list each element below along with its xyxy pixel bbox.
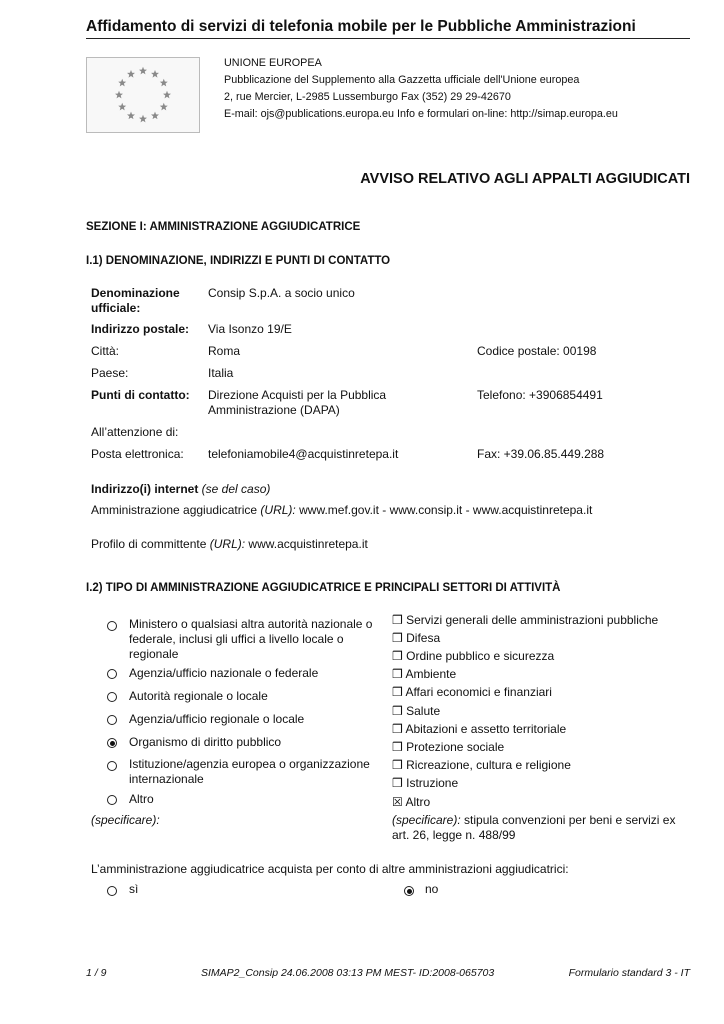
radio-label-organismo: Organismo di diritto pubblico — [129, 735, 282, 749]
footer-page-number: 1 / 9 — [86, 967, 107, 979]
checkbox-label: Istruzione — [406, 776, 459, 790]
section-1-heading: SEZIONE I: AMMINISTRAZIONE AGGIUDICATRICE — [86, 221, 361, 233]
star-icon — [115, 91, 123, 99]
checkbox-affari-economici[interactable] — [392, 685, 552, 700]
checkbox-ricreazione[interactable] — [392, 758, 571, 773]
checkbox-label: Salute — [406, 704, 441, 718]
checkbox-ambiente[interactable] — [392, 667, 456, 682]
checkbox-empty-icon: ❒ — [392, 613, 403, 627]
checkbox-ordine-pubblico[interactable] — [392, 649, 554, 664]
acquista-per-conto-question: L’amministrazione aggiudicatrice acquista per conto di altre amministrazioni aggiudicatrici: — [91, 862, 569, 876]
star-icon — [139, 115, 147, 123]
section-1-2-heading: I.2) TIPO DI AMMINISTRAZIONE AGGIUDICATRICE E PRINCIPALI SETTORI DI ATTIVITÀ — [86, 582, 561, 594]
checkbox-label: Altro — [405, 795, 431, 809]
profilo-url-line — [91, 537, 368, 552]
section-1-1-heading: I.1) DENOMINAZIONE, INDIRIZZI E PUNTI DI CONTATTO — [86, 255, 391, 267]
radio-istituzione-europea[interactable] — [107, 761, 117, 771]
publisher-info — [224, 55, 618, 123]
specify-right — [392, 813, 692, 843]
footer-document-info: SIMAP2_Consip 24.06.2008 03:13 PM MEST- ID:2008-065703 — [201, 967, 495, 979]
radio-label-altro: Altro — [129, 792, 154, 806]
star-icon — [118, 79, 126, 87]
checkbox-empty-icon: ❒ — [392, 685, 403, 699]
footer-form-type: Formulario standard 3 - IT — [568, 967, 690, 979]
amm-prefix: Amministrazione aggiudicatrice — [91, 503, 258, 517]
radio-agenzia-nazionale[interactable] — [107, 669, 117, 679]
star-icon — [151, 70, 159, 78]
paese-label: Paese: — [91, 366, 129, 380]
checkbox-istruzione[interactable] — [392, 776, 458, 791]
profilo-prefix: Profilo di committente — [91, 537, 207, 551]
paese-value: Italia — [208, 366, 234, 380]
radio-ministero[interactable] — [107, 621, 117, 631]
indirizzo-label: Indirizzo postale: — [91, 322, 190, 336]
star-icon — [160, 103, 168, 111]
specify-right-label: (specificare): — [392, 813, 461, 827]
amm-url-value[interactable]: www.mef.gov.it - www.consip.it - www.acquistinretepa.it — [299, 503, 593, 517]
star-icon — [127, 70, 135, 78]
email-label: Posta elettronica: — [91, 447, 184, 461]
checkbox-label: Protezione sociale — [406, 740, 505, 754]
denominazione-label: Denominazione ufficiale: — [91, 286, 180, 315]
notice-title: AVVISO RELATIVO AGLI APPALTI AGGIUDICATI — [360, 171, 690, 187]
document-title: Affidamento di servizi di telefonia mobile per le Pubbliche Amministrazioni — [86, 18, 636, 35]
codice-postale: Codice postale: 00198 — [477, 344, 597, 358]
checkbox-protezione-sociale[interactable] — [392, 740, 504, 755]
specify-left-label: (specificare): — [91, 813, 160, 827]
publisher-line-3: 2, rue Mercier, L-2985 Lussemburgo Fax (352) 29 29-42670 — [224, 91, 511, 103]
profilo-url-value[interactable]: www.acquistinretepa.it — [248, 537, 368, 551]
eu-stars-icon — [87, 58, 199, 132]
profilo-url-label: (URL): — [209, 537, 246, 551]
internet-label: Indirizzo(i) internet — [91, 482, 199, 496]
checkbox-empty-icon: ❒ — [392, 667, 403, 681]
checkbox-label: Ricreazione, cultura e religione — [406, 758, 571, 772]
checkbox-empty-icon: ❒ — [392, 740, 403, 754]
star-icon — [127, 112, 135, 120]
fax: Fax: +39.06.85.449.288 — [477, 447, 605, 461]
internet-note: (se del caso) — [201, 482, 271, 496]
radio-label-agenzia-nazionale: Agenzia/ufficio nazionale o federale — [129, 666, 319, 680]
radio-label-autorita-regionale: Autorità regionale o locale — [129, 689, 268, 703]
contatto-value: Direzione Acquisti per la Pubblica Amministrazione (DAPA) — [208, 388, 387, 417]
checkbox-label: Abitazioni e assetto territoriale — [405, 722, 567, 736]
publisher-line-1: UNIONE EUROPEA — [224, 57, 322, 69]
star-icon — [139, 67, 147, 75]
title-divider — [86, 38, 690, 39]
publisher-line-2: Pubblicazione del Supplemento alla Gazzetta ufficiale dell'Unione europea — [224, 74, 580, 86]
indirizzo-value: Via Isonzo 19/E — [208, 322, 292, 336]
radio-label-si: sì — [129, 882, 139, 896]
checkbox-label: Servizi generali delle amministrazioni pubbliche — [406, 613, 659, 627]
radio-label-ministero: Ministero o qualsiasi altra autorità nazionale o federale, inclusi gli uffici a livello locale o regionale — [129, 617, 373, 661]
internet-heading — [91, 482, 270, 497]
radio-agenzia-regionale[interactable] — [107, 715, 117, 725]
checkbox-salute[interactable] — [392, 704, 440, 719]
telefono: Telefono: +3906854491 — [477, 388, 603, 402]
checkbox-abitazioni[interactable] — [392, 722, 566, 737]
radio-label-no: no — [425, 882, 439, 896]
contatto-label: Punti di contatto: — [91, 388, 190, 402]
radio-si[interactable] — [107, 886, 117, 896]
radio-altro[interactable] — [107, 795, 117, 805]
checkbox-difesa[interactable] — [392, 631, 440, 646]
attenzione-label: All’attenzione di: — [91, 425, 179, 439]
checkbox-label: Ordine pubblico e sicurezza — [406, 649, 555, 663]
citta-value: Roma — [208, 344, 241, 358]
star-icon — [160, 79, 168, 87]
checkbox-empty-icon: ❒ — [392, 722, 403, 736]
publisher-line-4: E-mail: ojs@publications.europa.eu Info e formulari on-line: http://simap.europa.eu — [224, 108, 618, 120]
star-icon — [163, 91, 171, 99]
eu-flag-logo — [86, 57, 200, 133]
star-icon — [118, 103, 126, 111]
citta-label: Città: — [91, 344, 120, 358]
checkbox-label: Affari economici e finanziari — [405, 685, 552, 699]
checkbox-empty-icon: ❒ — [392, 704, 403, 718]
checkbox-checked-icon: ☒ — [392, 795, 403, 809]
specify-right-value: stipula convenzioni per beni e servizi ex art. 26, legge n. 488/99 — [392, 813, 676, 842]
email-value[interactable]: telefoniamobile4@acquistinretepa.it — [208, 447, 399, 461]
checkbox-empty-icon: ❒ — [392, 649, 403, 663]
checkbox-servizi-generali[interactable] — [392, 613, 658, 628]
checkbox-empty-icon: ❒ — [392, 631, 403, 645]
checkbox-empty-icon: ❒ — [392, 776, 403, 790]
radio-autorita-regionale[interactable] — [107, 692, 117, 702]
denominazione-value: Consip S.p.A. a socio unico — [208, 286, 355, 300]
checkbox-altro[interactable] — [392, 795, 430, 810]
amm-url-label: (URL): — [260, 503, 296, 517]
star-icon — [151, 112, 159, 120]
checkbox-label: Difesa — [406, 631, 441, 645]
amm-url-line — [91, 503, 592, 518]
radio-label-istituzione: Istituzione/agenzia europea o organizzazione internazionale — [129, 757, 370, 786]
radio-no[interactable] — [404, 886, 414, 896]
radio-label-agenzia-regionale: Agenzia/ufficio regionale o locale — [129, 712, 305, 726]
radio-organismo-diritto-pubblico[interactable] — [107, 738, 117, 748]
checkbox-empty-icon: ❒ — [392, 758, 403, 772]
checkbox-label: Ambiente — [405, 667, 457, 681]
